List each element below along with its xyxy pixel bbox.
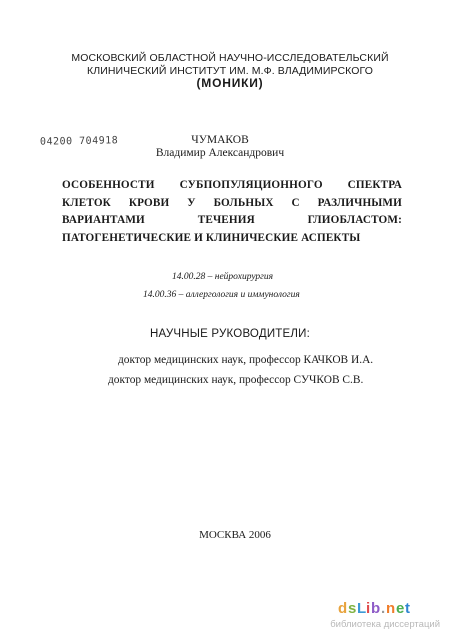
author-block — [130, 134, 310, 160]
dissertation-title: ОСОБЕННОСТИ СУБПОПУЛЯЦИОННОГО СПЕКТРА КЛЕТОК КРОВИ У БОЛЬНЫХ С РАЗЛИЧНЫМИ ВАРИАНТАМИ ТЕЧЕНИЯ ГЛИОБЛАСТОМ: ПАТОГЕНЕТИЧЕСКИЕ И КЛИНИЧЕСКИЕ АСПЕКТЫ — [62, 179, 402, 244]
watermark — [320, 602, 440, 630]
advisor-1: доктор медицинских наук, профессор КАЧКОВ И.А. — [118, 354, 374, 366]
institution-abbreviation: (МОНИКИ) — [196, 76, 264, 90]
city-year: МОСКВА 2006 — [199, 529, 271, 541]
specialty-2: 14.00.36 – аллергология и иммунология — [143, 290, 300, 300]
specialty-1: 14.00.28 – нейрохирургия — [172, 272, 274, 282]
institution-header — [40, 52, 420, 90]
watermark-subtitle: библиотека диссертаций — [330, 619, 440, 630]
library-stamp-number: 04200 704918 — [39, 135, 119, 148]
institution-line-1: МОСКОВСКИЙ ОБЛАСТНОЙ НАУЧНО-ИССЛЕДОВАТЕЛЬСКИЙ — [71, 52, 389, 64]
author-name: Владимир Александрович — [155, 147, 285, 159]
advisors-heading: НАУЧНЫЕ РУКОВОДИТЕЛИ: — [150, 328, 310, 340]
dslib-logo: d s L i b . n e t — [338, 600, 410, 617]
advisor-2: доктор медицинских наук, профессор СУЧКОВ С.В. — [108, 374, 364, 386]
author-surname: ЧУМАКОВ — [191, 134, 249, 146]
institution-line-2: КЛИНИЧЕСКИЙ ИНСТИТУТ ИМ. М.Ф. ВЛАДИМИРСКОГО — [86, 64, 374, 77]
